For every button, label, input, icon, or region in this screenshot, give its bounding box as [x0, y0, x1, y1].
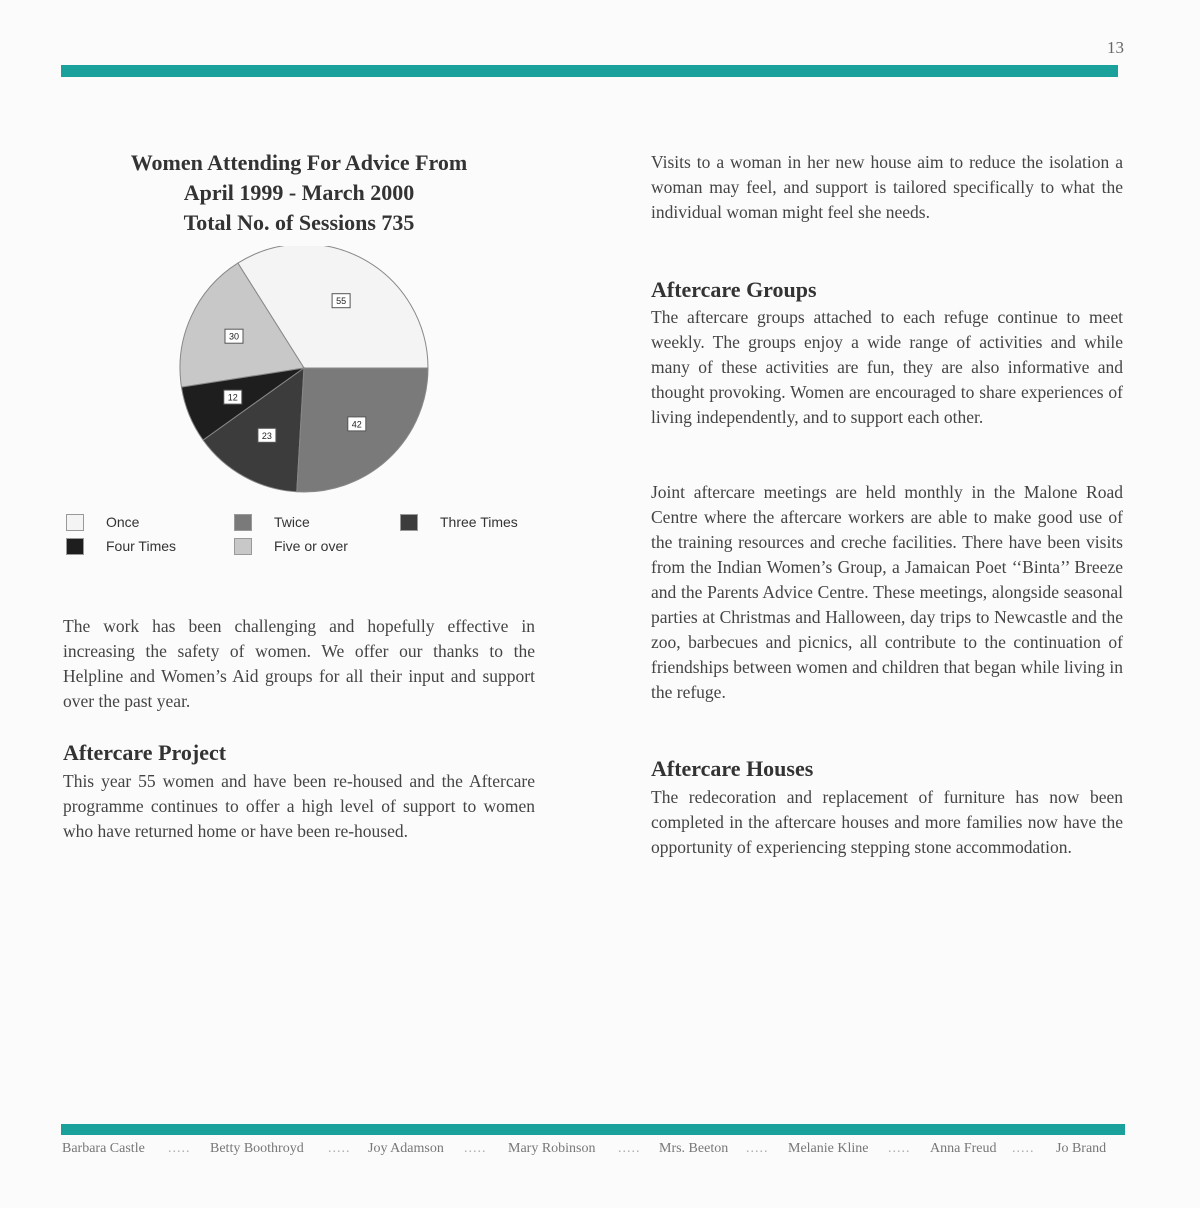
chart-title-line-2: April 1999 - March 2000 [183, 180, 415, 205]
footer-separator: ..... [618, 1141, 641, 1156]
pie-data-label [224, 390, 242, 404]
footer-name: Joy Adamson [368, 1141, 444, 1156]
legend-swatch-three-times [400, 514, 418, 531]
pie-data-label-text: 42 [351, 419, 362, 430]
legend-item-four-times [66, 536, 176, 556]
footer-separator: ..... [168, 1141, 191, 1156]
aftercare-groups-paragraph: The aftercare groups attached to each refuge continue to meet weekly. The groups enjoy a wide range of activities and while many of these activities are fun, they are also informative and thought provoking. Women are encouraged to share experiences of living independently, and to support each other. [651, 307, 1123, 427]
chart-title [60, 148, 538, 238]
footer-separator: ..... [464, 1141, 487, 1156]
legend-swatch-five-or-over [234, 538, 252, 555]
pie-data-label [258, 428, 276, 442]
bottom-accent-bar [61, 1124, 1125, 1135]
heading-aftercare-groups: Aftercare Groups [651, 277, 817, 302]
chart-title-line-1: Women Attending For Advice From [130, 150, 468, 175]
footer-separator: ..... [888, 1141, 911, 1156]
footer-name: Jo Brand [1056, 1141, 1107, 1156]
footer-names [62, 1141, 1118, 1163]
footer-separator: ..... [328, 1141, 351, 1156]
page-number: 13 [1107, 38, 1124, 57]
pie-data-label [348, 417, 366, 431]
heading-aftercare-project: Aftercare Project [63, 740, 227, 765]
intro-paragraph: The work has been challenging and hopefully effective in increasing the safety of women. We offer our thanks to the Helpline and Women’s Aid groups for all their input and support over the past year. [63, 616, 535, 711]
legend-label-five-or-over: Five or over [274, 538, 348, 554]
footer-name: Betty Boothroyd [210, 1141, 304, 1156]
footer-name: Mary Robinson [508, 1141, 596, 1156]
pie-data-label [225, 329, 243, 343]
pie-data-label-text: 12 [227, 392, 238, 403]
aftercare-houses-paragraph: The redecoration and replacement of furniture has now been completed in the aftercare houses and more families now have the opportunity of experiencing stepping stone accommodation. [651, 787, 1123, 857]
pie-data-label-text: 55 [336, 296, 347, 307]
pie-chart [170, 246, 440, 496]
pie-data-label-text: 23 [261, 430, 272, 441]
visits-paragraph: Visits to a woman in her new house aim to reduce the isolation a woman may feel, and support is tailored specifically to what the individual woman might feel she needs. [651, 152, 1123, 222]
legend-swatch-once [66, 514, 84, 531]
footer-separator: ..... [746, 1141, 769, 1156]
legend-label-three-times: Three Times [440, 514, 518, 530]
chart-legend [66, 510, 546, 560]
footer-name: Mrs. Beeton [659, 1141, 729, 1156]
legend-swatch-twice [234, 514, 252, 531]
legend-label-twice: Twice [274, 514, 310, 530]
legend-label-once: Once [106, 514, 140, 530]
legend-item-twice [234, 512, 310, 532]
footer-name: Anna Freud [930, 1141, 997, 1156]
pie-data-label-text: 30 [228, 331, 240, 342]
footer-name: Melanie Kline [788, 1141, 869, 1156]
legend-item-once [66, 512, 139, 532]
heading-aftercare-houses: Aftercare Houses [651, 756, 814, 781]
footer-separator: ..... [1012, 1141, 1035, 1156]
legend-swatch-four-times [66, 538, 84, 555]
footer-name: Barbara Castle [62, 1141, 145, 1156]
pie-data-label [332, 294, 350, 308]
aftercare-project-paragraph: This year 55 women and have been re-housed and the Aftercare programme continues to offer a high level of support to women who have returned home or have been re-housed. [63, 771, 535, 841]
legend-item-three-times [400, 512, 518, 532]
legend-label-four-times: Four Times [106, 538, 177, 554]
joint-meetings-paragraph: Joint aftercare meetings are held monthly in the Malone Road Centre where the aftercare workers are able to make good use of the training resources and creche facilities. There have been visits from the Indian Women’s Group, a Jamaican Poet ‘‘Binta’’ Breeze and the Parents Advice Centre. These meetings, alongside seasonal parties at Christmas and Halloween, day trips to Newcastle and the zoo, barbecues and picnics, all contribute to the continuation of friendships between women and children that began while living in the refuge. [651, 482, 1123, 702]
legend-item-five-or-over [234, 536, 348, 556]
chart-title-line-3: Total No. of Sessions 735 [183, 210, 415, 235]
top-accent-bar [61, 65, 1118, 77]
